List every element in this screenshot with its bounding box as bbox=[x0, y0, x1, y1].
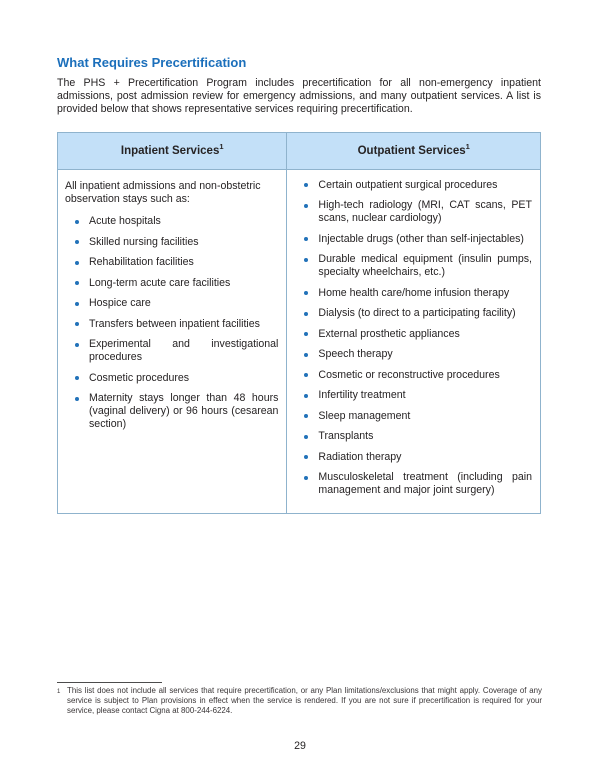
list-item-text: Sleep management bbox=[318, 409, 411, 422]
bullet-icon bbox=[299, 233, 318, 246]
list-item-text: Speech therapy bbox=[318, 348, 393, 361]
footnote-separator bbox=[57, 682, 162, 683]
bullet-icon bbox=[70, 392, 89, 431]
table-header-outpatient bbox=[287, 133, 540, 169]
bullet-icon bbox=[299, 430, 318, 443]
inpatient-services-list bbox=[64, 215, 280, 431]
bullet-icon bbox=[299, 179, 318, 192]
list-item-text: Musculoskeletal treatment (including pain management and major joint surgery) bbox=[318, 471, 532, 497]
list-item bbox=[293, 328, 534, 341]
list-item-text: Rehabilitation facilities bbox=[89, 256, 194, 269]
table-header-outpatient-label: Outpatient Services bbox=[357, 144, 466, 157]
list-item-text: Maternity stays longer than 48 hours (vaginal delivery) or 96 hours (cesarean section) bbox=[89, 392, 279, 431]
bullet-icon bbox=[299, 471, 318, 497]
list-item-text: Dialysis (to direct to a participating facility) bbox=[318, 307, 516, 320]
table-header-inpatient bbox=[58, 133, 287, 169]
list-item-text: Cosmetic procedures bbox=[89, 371, 190, 384]
list-item-text: Infertility treatment bbox=[318, 389, 406, 402]
footnote-marker: 1 bbox=[219, 141, 224, 151]
list-item-text: Radiation therapy bbox=[318, 450, 402, 463]
list-item-text: Experimental and investigational procedures bbox=[89, 338, 279, 364]
bullet-icon bbox=[299, 369, 318, 382]
list-item bbox=[64, 318, 280, 331]
list-item-text: External prosthetic appliances bbox=[318, 327, 460, 340]
list-item bbox=[64, 338, 280, 364]
page-number: 29 bbox=[294, 740, 306, 752]
footnote-marker: 1 bbox=[465, 141, 470, 151]
bullet-icon bbox=[299, 451, 318, 464]
footnote-area bbox=[57, 682, 542, 717]
list-item-text: Long-term acute care facilities bbox=[89, 276, 231, 289]
inpatient-services-cell bbox=[58, 170, 287, 513]
list-item-text: Injectable drugs (other than self-injectables) bbox=[318, 232, 524, 245]
list-item bbox=[64, 236, 280, 249]
list-item bbox=[293, 451, 534, 464]
bullet-icon bbox=[299, 253, 318, 279]
bullet-icon bbox=[299, 410, 318, 423]
list-item bbox=[293, 369, 534, 382]
bullet-icon bbox=[70, 297, 89, 310]
list-item bbox=[64, 297, 280, 310]
footnote-text: This list does not include all services that require precertification, or any Plan limitations/exclusions that might apply. Coverage of any service is subject to Plan provisions in effect when the service is rendered. If you are not sure if precertification is required for your service, please contact Cigna at 800-244-6224. bbox=[67, 686, 542, 716]
list-item bbox=[293, 471, 534, 497]
list-item-text: Certain outpatient surgical procedures bbox=[318, 178, 498, 191]
list-item bbox=[64, 256, 280, 269]
outpatient-services-cell bbox=[287, 170, 540, 513]
list-item-text: High-tech radiology (MRI, CAT scans, PET scans, nuclear cardiology) bbox=[318, 199, 532, 225]
list-item bbox=[64, 277, 280, 290]
list-item bbox=[293, 199, 534, 225]
bullet-icon bbox=[299, 328, 318, 341]
bullet-icon bbox=[70, 277, 89, 290]
list-item bbox=[64, 215, 280, 228]
list-item-text: Transfers between inpatient facilities bbox=[89, 317, 260, 330]
list-item-text: Durable medical equipment (insulin pumps, specialty wheelchairs, etc.) bbox=[318, 253, 532, 279]
outpatient-services-list bbox=[293, 179, 534, 498]
bullet-icon bbox=[70, 256, 89, 269]
list-item-text: Acute hospitals bbox=[89, 215, 161, 228]
list-item-text: Hospice care bbox=[89, 297, 151, 310]
bullet-icon bbox=[299, 348, 318, 361]
list-item bbox=[293, 287, 534, 300]
bullet-icon bbox=[299, 287, 318, 300]
table-body-row bbox=[58, 170, 540, 513]
list-item bbox=[293, 389, 534, 402]
precertification-services-table bbox=[57, 132, 541, 514]
bullet-icon bbox=[70, 318, 89, 331]
bullet-icon bbox=[299, 389, 318, 402]
table-header-inpatient-label: Inpatient Services bbox=[120, 144, 220, 157]
list-item bbox=[293, 253, 534, 279]
list-item-text: Home health care/home infusion therapy bbox=[318, 286, 510, 299]
inpatient-cell-intro: All inpatient admissions and non-obstetric observation stays such as: bbox=[65, 179, 261, 205]
list-item-text: Cosmetic or reconstructive procedures bbox=[318, 368, 500, 381]
bullet-icon bbox=[299, 307, 318, 320]
bullet-icon bbox=[70, 215, 89, 228]
list-item bbox=[64, 392, 280, 431]
list-item bbox=[293, 348, 534, 361]
list-item bbox=[293, 233, 534, 246]
bullet-icon bbox=[70, 236, 89, 249]
section-heading: What Requires Precertification bbox=[57, 55, 247, 70]
list-item bbox=[293, 179, 534, 192]
list-item-text: Transplants bbox=[318, 430, 374, 443]
footnote-number: 1 bbox=[57, 688, 61, 695]
list-item-text: Skilled nursing facilities bbox=[89, 235, 199, 248]
bullet-icon bbox=[70, 372, 89, 385]
bullet-icon bbox=[299, 199, 318, 225]
intro-paragraph: The PHS + Precertification Program includes precertification for all non-emergency inpatient admissions, post admission review for emergency admissions, and many outpatient services. A list is provided below that shows representative services requiring precertification. bbox=[57, 77, 541, 116]
list-item bbox=[64, 372, 280, 385]
list-item bbox=[293, 410, 534, 423]
footnote bbox=[57, 686, 542, 717]
list-item bbox=[293, 307, 534, 320]
list-item bbox=[293, 430, 534, 443]
table-header-row bbox=[58, 133, 540, 170]
bullet-icon bbox=[70, 338, 89, 364]
